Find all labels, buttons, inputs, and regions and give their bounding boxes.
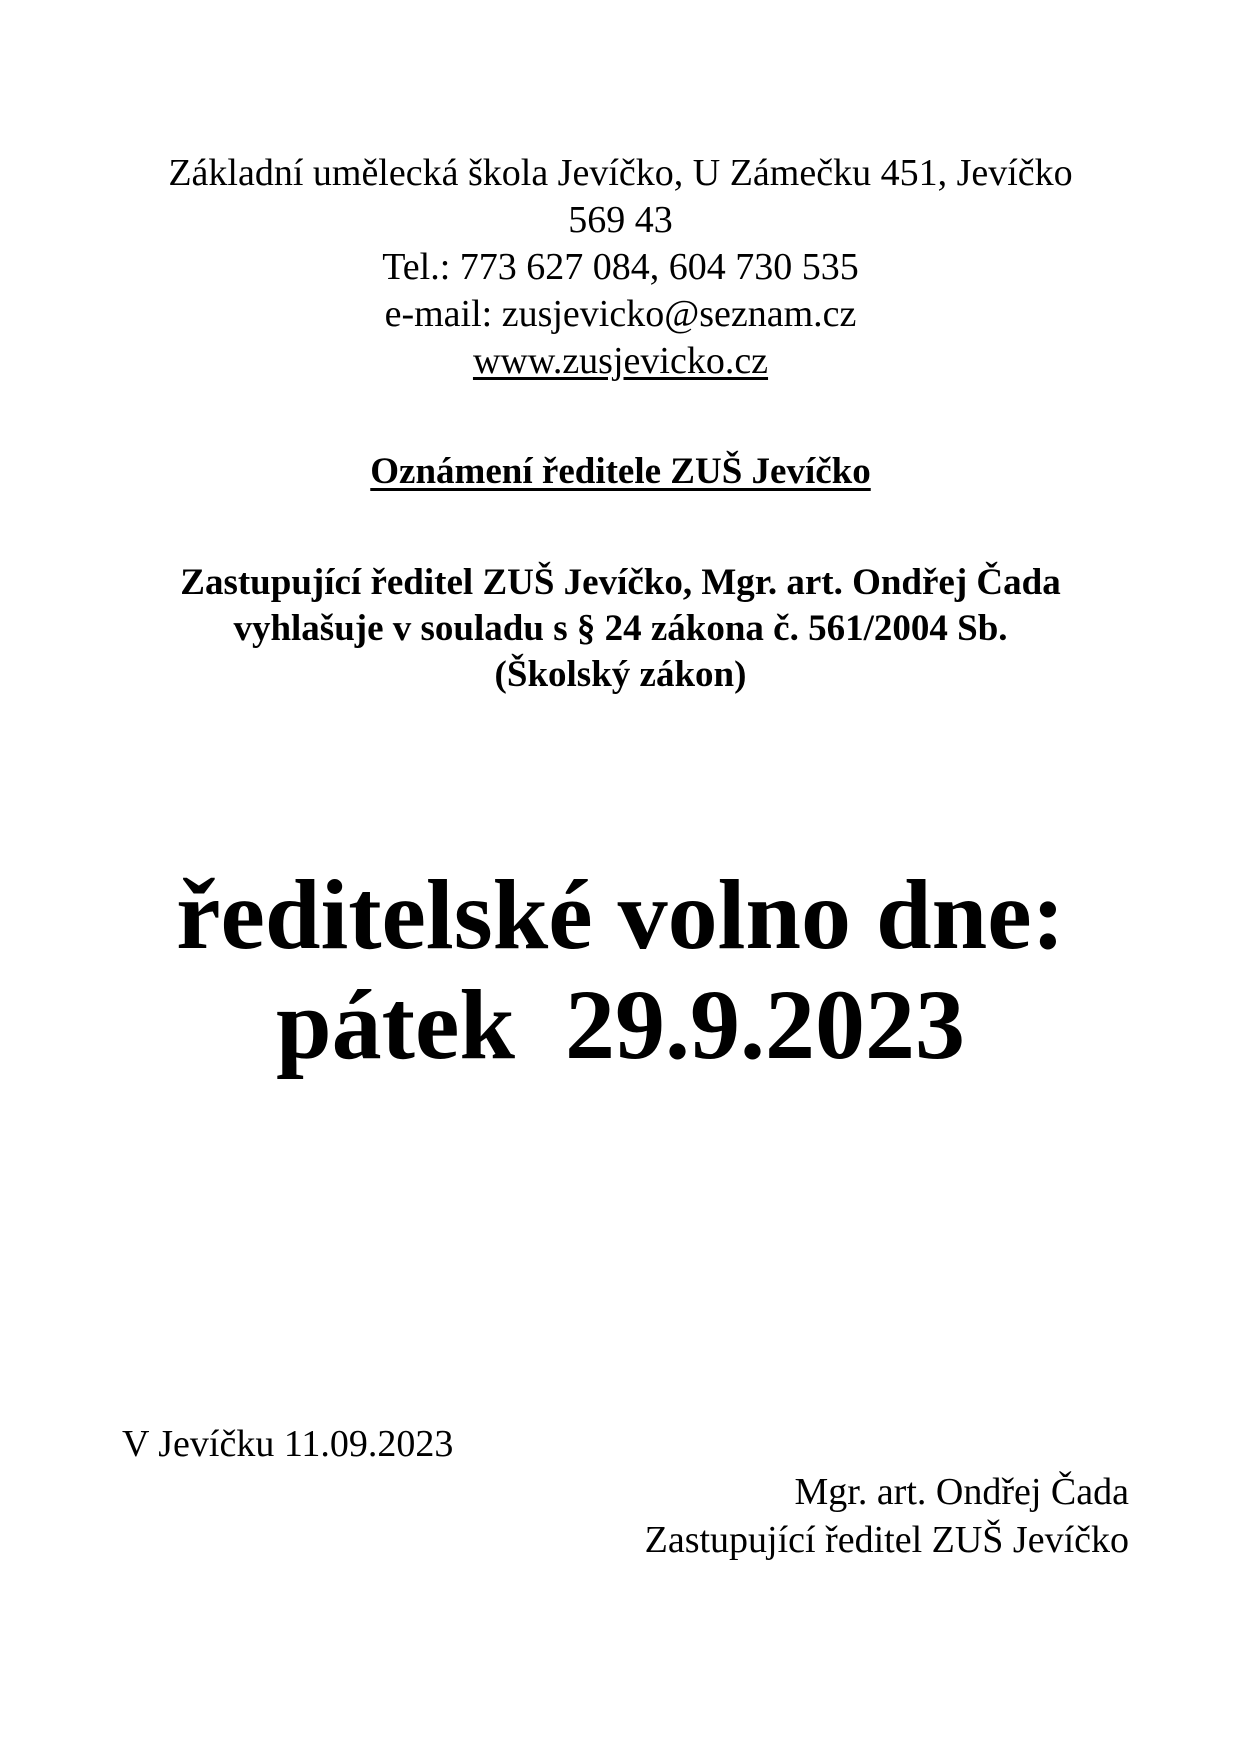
phone-numbers: Tel.: 773 627 084, 604 730 535 [382, 246, 859, 288]
place-and-date: V Jevíčku 11.09.2023 [122, 1423, 454, 1465]
announcement-title: Oznámení ředitele ZUŠ Jevíčko [370, 451, 871, 492]
signature-block [645, 1468, 1129, 1564]
notice-headline [100, 860, 1141, 1080]
lead-line-1: Zastupující ředitel ZUŠ Jevíčko, Mgr. art. Ondřej Čada [180, 562, 1061, 603]
announcement-lead [100, 560, 1141, 698]
signer-title: Zastupující ředitel ZUŠ Jevíčko [644, 1519, 1129, 1561]
lead-line-3: (Školský zákon) [494, 654, 747, 695]
email-address: e-mail: zusjevicko@seznam.cz [384, 293, 857, 335]
notice-line-2: pátek 29.9.2023 [276, 969, 965, 1080]
lead-line-2: vyhlašuje v souladu s § 24 zákona č. 561/2004 Sb. [233, 608, 1008, 649]
signer-name: Mgr. art. Ondřej Čada [794, 1471, 1129, 1513]
notice-line-1: ředitelské volno dne: [176, 859, 1065, 970]
school-name-address: Základní umělecká škola Jevíčko, U Zámečku 451, Jevíčko [168, 152, 1073, 194]
postal-code: 569 43 [568, 199, 673, 241]
website-link[interactable]: www.zusjevicko.cz [472, 340, 769, 382]
school-header [100, 150, 1141, 385]
website-line [100, 338, 1141, 385]
